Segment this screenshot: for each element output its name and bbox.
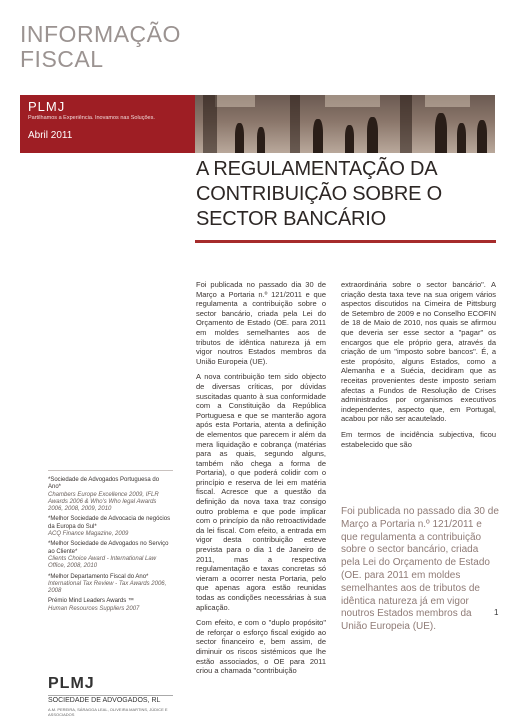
award-title: *Melhor Sociedade de Advocacia de negócios da Europa do Sul*: [48, 516, 171, 530]
article-column-2: [341, 280, 496, 455]
document-title: [20, 22, 181, 72]
headline-line3: SECTOR BANCÁRIO: [196, 208, 386, 230]
logo-wordmark: PLMJ: [48, 675, 95, 692]
award-item: [48, 516, 173, 538]
article-headline: [196, 157, 501, 232]
header-banner: [20, 95, 495, 153]
footer-logo: [48, 675, 173, 717]
headline-line2: CONTRIBUIÇÃO SOBRE O: [196, 183, 443, 205]
partner-names: A.M. PEREIRA, SÁRAGGA LEAL, OLIVEIRA MARTINS, JÚDICE E ASSOCIADOS: [48, 707, 168, 717]
awards-list: [48, 470, 173, 616]
headline-rule: [195, 240, 496, 243]
pull-quote: Foi publicada no passado dia 30 de Março a Portaria n.º 121/2011 e que regulamenta a contribuição sobre o sector bancário, criada pela Lei do Orçamento de Estado (OE. para 2011 em moldes semelhantes aos de tributos de idêntica natureza já em vigor noutros Estados membros da União Europeia (UE).: [341, 506, 499, 633]
award-title: *Melhor Sociedade de Advogados no Serviço ao Cliente*: [48, 541, 169, 555]
article-column-1: [196, 280, 326, 682]
award-source: ACQ Finance Magazine, 2009: [48, 531, 129, 538]
document-title-line1: INFORMAÇÃO: [20, 21, 181, 47]
award-item: [48, 598, 173, 613]
brand-tagline: Partilhamos a Experiência. Inovamos nas Soluções.: [28, 115, 155, 121]
banner-photo: [195, 95, 495, 153]
paragraph: A nova contribuição tem sido objecto de diversas críticas, por dúvidas suscitadas quanto à sua conformidade com a Constituição da República Portuguesa e que se manterão agora após esta Portaria, atenta a definição de elementos que parecem ir além da mera liquidação e cobrança (matérias para as quais, segundo alguns, também não chega a forma de Portaria), o que poderá colidir com o princípio e reserva de lei em matéria fiscal. Acresce que a questão da definição da nova taxa traz consigo outro problema e que pode implicar com o princípio da não retroactividade da lei fiscal. Com efeito, a entrada em vigor desta contribuição esteve prevista para o dia 1 de Janeiro de 2011, mas a respectiva regulamentação e taxas concretas só vieram a ocorrer nesta Portaria, pelo que apenas agora estão reunidas todas as condições necessárias à sua aplicação.: [196, 372, 326, 612]
page-number: 1: [494, 608, 499, 617]
paragraph: Foi publicada no passado dia 30 de Março a Portaria n.º 121/2011 e que regulamenta a contribuição sobre o sector bancário, criada pela Lei do Orçamento de Estado (OE. para 2011 em moldes semelhantes aos de tributos de idêntica natureza já em vigor noutros Estados membros da União Europeia (UE).: [196, 280, 326, 366]
logo-subtitle: SOCIEDADE DE ADVOGADOS, RL: [48, 697, 161, 704]
award-source: Chambers Europe Excellence 2009, IFLR Awards 2006 & Who's Who legal Awards 2006, 2008, 2009, 2010: [48, 491, 159, 513]
award-item: [48, 574, 173, 596]
headline-line1: A REGULAMENTAÇÃO DA: [196, 158, 438, 180]
document-title-line2: FISCAL: [20, 46, 104, 72]
award-item: [48, 541, 173, 570]
award-source: Clients Choice Award - International Law Office, 2008, 2010: [48, 555, 157, 570]
paragraph: extraordinária sobre o sector bancário". A criação desta taxa teve na sua origem vários aspectos discutidos na Cimeira de Pittsburg de Setembro de 2009 e no Conselho ECOFIN de 18 de Maio de 2010, nos quais se afirmou que deveria ser esse sector a "pagar" os encargos que ele próprio gera, através da criação de um "imposto sobre bancos". É, a este propósito, alguns Estados, como a Alemanha e a Suécia, decidiram que as receitas provenientes deste imposto seriam afectas a Fundos de Resolução de Crises administrados por organismos executivos independentes, aspecto que, em Portugal, acabou por não ser acautelado.: [341, 280, 496, 424]
divider: [48, 695, 173, 696]
award-title: *Melhor Departamento Fiscal do Ano*: [48, 573, 149, 580]
award-title: Prémio Mind Leaders Awards ™: [48, 598, 134, 605]
paragraph: Em termos de incidência subjectiva, ficou estabelecido que são: [341, 429, 496, 449]
issue-date: Abril 2011: [28, 130, 73, 141]
paragraph: Com efeito, e com o "duplo propósito" de reforçar o esforço fiscal exigido ao sector financeiro e, bem assim, de diminuir os riscos sistémicos que lhe estão associados, o OE para 2011 criou a chamada "contribuição: [196, 618, 326, 676]
award-title: *Sociedade de Advogados Portuguesa do Ano*: [48, 477, 160, 491]
divider: [48, 470, 173, 471]
award-source: Human Resources Suppliers 2007: [48, 605, 140, 612]
award-source: International Tax Review - Tax Awards 2006, 2008: [48, 580, 167, 595]
brand-block: [20, 95, 195, 153]
award-item: [48, 477, 173, 513]
brand-name: PLMJ: [28, 99, 66, 114]
